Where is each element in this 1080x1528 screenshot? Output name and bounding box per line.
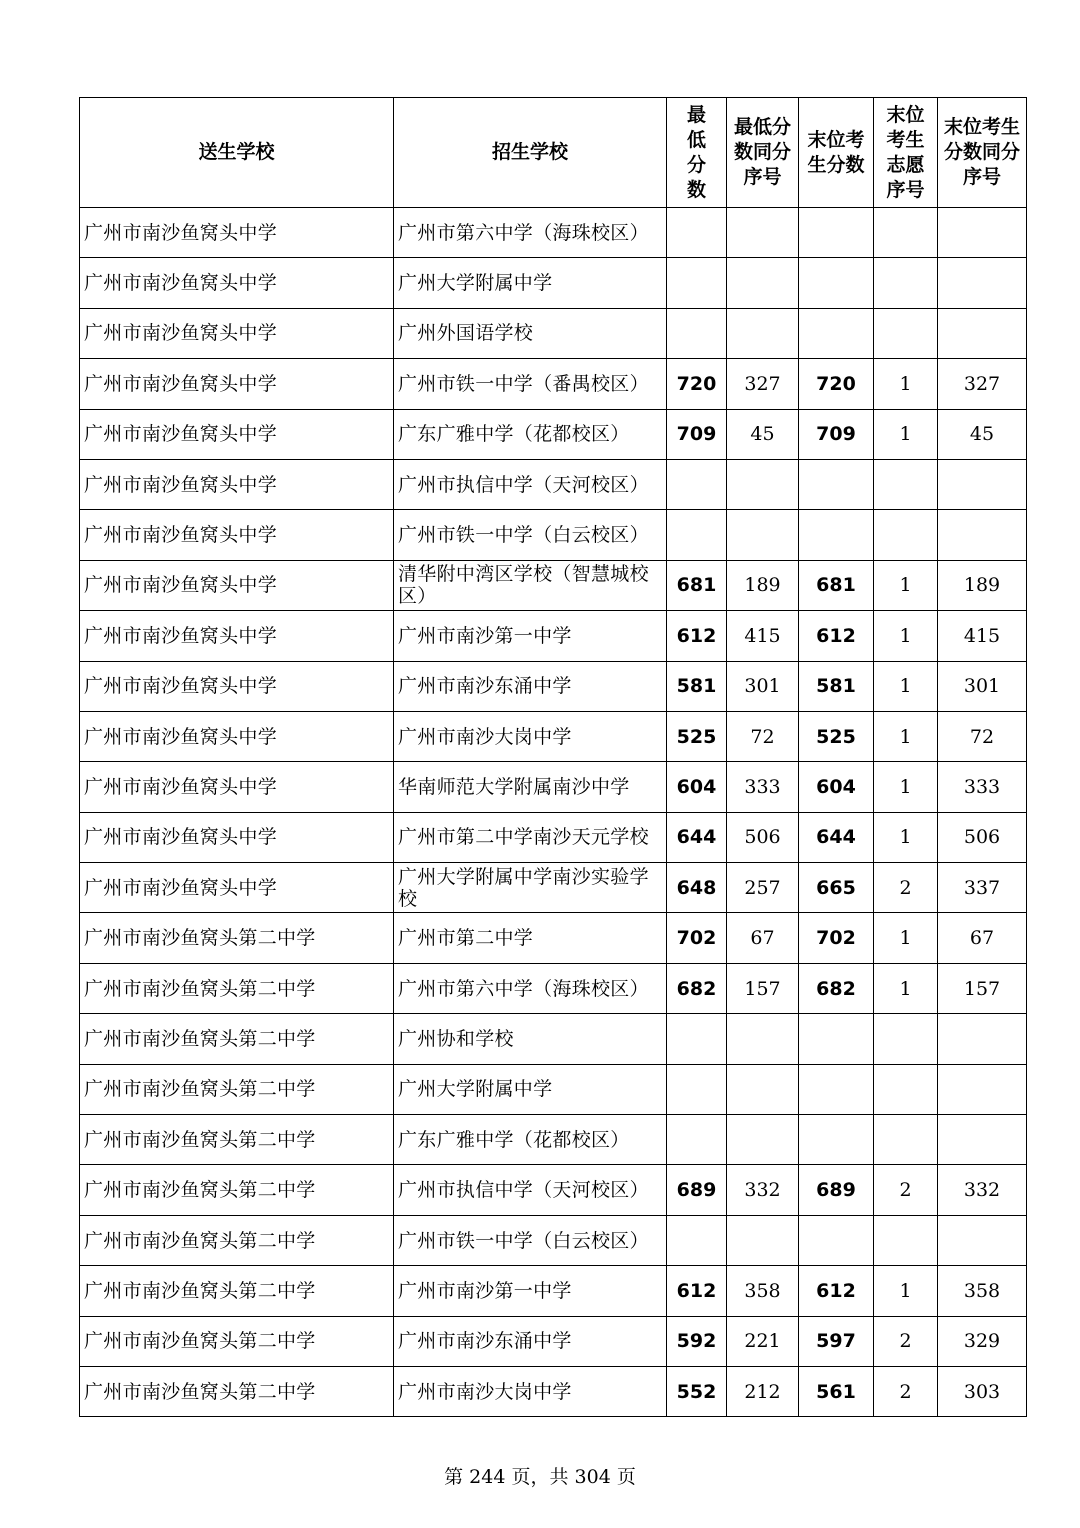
- cell-sending-school: 广州市南沙鱼窝头中学: [80, 762, 394, 812]
- cell-sending-school: 广州市南沙鱼窝头第二中学: [80, 913, 394, 963]
- cell-last-wish-seq: 2: [874, 1165, 938, 1215]
- table-row: [80, 409, 1027, 459]
- cell-sending-school: 广州市南沙鱼窝头中学: [80, 611, 394, 661]
- header-last-score: [799, 98, 874, 208]
- cell-min-score: 709: [667, 409, 727, 459]
- cell-last-score: [799, 510, 874, 560]
- header-min-score: [667, 98, 727, 208]
- cell-last-score-seq: 332: [938, 1165, 1027, 1215]
- table-row: [80, 258, 1027, 308]
- header-row: [80, 98, 1027, 208]
- cell-admitting-school: 清华附中湾区学校（智慧城校区）: [394, 560, 667, 610]
- cell-sending-school: 广州市南沙鱼窝头中学: [80, 359, 394, 409]
- header-label: 末位考生分数: [807, 128, 865, 176]
- cell-last-score: [799, 258, 874, 308]
- cell-sending-school: 广州市南沙鱼窝头中学: [80, 258, 394, 308]
- header-label: 最低分数: [686, 103, 706, 201]
- table-row: [80, 863, 1027, 913]
- cell-last-wish-seq: 1: [874, 409, 938, 459]
- cell-min-score-seq: 157: [727, 963, 799, 1013]
- cell-sending-school: 广州市南沙鱼窝头中学: [80, 409, 394, 459]
- cell-last-score: 689: [799, 1165, 874, 1215]
- cell-last-score-seq: 303: [938, 1366, 1027, 1416]
- cell-min-score: 612: [667, 1266, 727, 1316]
- cell-min-score: [667, 1014, 727, 1064]
- cell-min-score-seq: [727, 1115, 799, 1165]
- cell-admitting-school: 广州市南沙第一中学: [394, 1266, 667, 1316]
- table-row: [80, 308, 1027, 358]
- cell-admitting-school: 广州外国语学校: [394, 308, 667, 358]
- cell-min-score: [667, 1115, 727, 1165]
- cell-min-score: 689: [667, 1165, 727, 1215]
- cell-last-wish-seq: 1: [874, 812, 938, 862]
- table-row: [80, 711, 1027, 761]
- table-row: [80, 1316, 1027, 1366]
- cell-last-score: [799, 1014, 874, 1064]
- cell-last-score: 720: [799, 359, 874, 409]
- cell-min-score: [667, 258, 727, 308]
- cell-last-score: 709: [799, 409, 874, 459]
- cell-sending-school: 广州市南沙鱼窝头中学: [80, 812, 394, 862]
- cell-last-score: [799, 1064, 874, 1114]
- cell-last-wish-seq: [874, 258, 938, 308]
- cell-last-score: [799, 1115, 874, 1165]
- header-sending-school: [80, 98, 394, 208]
- cell-min-score-seq: 72: [727, 711, 799, 761]
- cell-last-score-seq: 358: [938, 1266, 1027, 1316]
- header-label: 末位考生分数同分序号: [943, 116, 1020, 188]
- header-label: 送生学校: [198, 141, 275, 163]
- cell-admitting-school: 广州市铁一中学（白云校区）: [394, 1215, 667, 1265]
- cell-last-score-seq: [938, 208, 1027, 258]
- cell-last-score: 612: [799, 1266, 874, 1316]
- cell-last-wish-seq: 1: [874, 711, 938, 761]
- cell-admitting-school: 广州市南沙大岗中学: [394, 1366, 667, 1416]
- cell-sending-school: 广州市南沙鱼窝头中学: [80, 711, 394, 761]
- cell-min-score: 682: [667, 963, 727, 1013]
- cell-last-score-seq: 415: [938, 611, 1027, 661]
- cell-last-score-seq: 45: [938, 409, 1027, 459]
- header-label: 招生学校: [491, 141, 568, 163]
- cell-last-score: 644: [799, 812, 874, 862]
- cell-sending-school: 广州市南沙鱼窝头中学: [80, 308, 394, 358]
- cell-min-score-seq: 506: [727, 812, 799, 862]
- cell-last-score: 581: [799, 661, 874, 711]
- cell-min-score-seq: [727, 1014, 799, 1064]
- cell-last-wish-seq: 1: [874, 611, 938, 661]
- cell-last-score: 702: [799, 913, 874, 963]
- cell-admitting-school: 广州市铁一中学（白云校区）: [394, 510, 667, 560]
- table-body: [80, 208, 1027, 1417]
- cell-last-wish-seq: 1: [874, 913, 938, 963]
- table-header: [80, 98, 1027, 208]
- cell-last-wish-seq: [874, 1064, 938, 1114]
- cell-min-score-seq: 189: [727, 560, 799, 610]
- cell-admitting-school: 广州市南沙大岗中学: [394, 711, 667, 761]
- table-row: [80, 560, 1027, 610]
- cell-last-score-seq: [938, 1014, 1027, 1064]
- cell-min-score: 702: [667, 913, 727, 963]
- cell-last-wish-seq: 1: [874, 359, 938, 409]
- table-row: [80, 208, 1027, 258]
- cell-min-score-seq: [727, 308, 799, 358]
- cell-last-score-seq: [938, 459, 1027, 509]
- cell-min-score: 644: [667, 812, 727, 862]
- cell-min-score: 681: [667, 560, 727, 610]
- cell-last-wish-seq: [874, 459, 938, 509]
- cell-sending-school: 广州市南沙鱼窝头中学: [80, 459, 394, 509]
- table-row: [80, 1115, 1027, 1165]
- page-footer: 第 244 页，共 304 页: [444, 1466, 636, 1488]
- cell-sending-school: 广州市南沙鱼窝头第二中学: [80, 1316, 394, 1366]
- cell-admitting-school: 广州大学附属中学南沙实验学校: [394, 863, 667, 913]
- cell-last-score-seq: 189: [938, 560, 1027, 610]
- cell-admitting-school: 广州市第二中学: [394, 913, 667, 963]
- cell-last-score-seq: 327: [938, 359, 1027, 409]
- cell-admitting-school: 广州大学附属中学: [394, 258, 667, 308]
- cell-admitting-school: 广州市第六中学（海珠校区）: [394, 963, 667, 1013]
- cell-admitting-school: 广州市第六中学（海珠校区）: [394, 208, 667, 258]
- cell-last-score: [799, 1215, 874, 1265]
- cell-admitting-school: 华南师范大学附属南沙中学: [394, 762, 667, 812]
- cell-sending-school: 广州市南沙鱼窝头第二中学: [80, 1165, 394, 1215]
- cell-last-score: 681: [799, 560, 874, 610]
- cell-sending-school: 广州市南沙鱼窝头中学: [80, 208, 394, 258]
- cell-admitting-school: 广东广雅中学（花都校区）: [394, 409, 667, 459]
- cell-last-wish-seq: 1: [874, 560, 938, 610]
- header-label: 最低分数同分序号: [733, 116, 791, 188]
- cell-last-wish-seq: 1: [874, 762, 938, 812]
- cell-last-score-seq: 157: [938, 963, 1027, 1013]
- cell-last-wish-seq: 2: [874, 863, 938, 913]
- cell-last-wish-seq: 1: [874, 1266, 938, 1316]
- cell-min-score: 552: [667, 1366, 727, 1416]
- table-row: [80, 1014, 1027, 1064]
- cell-last-wish-seq: 2: [874, 1366, 938, 1416]
- cell-min-score: [667, 1215, 727, 1265]
- cell-last-wish-seq: 1: [874, 963, 938, 1013]
- cell-last-wish-seq: [874, 208, 938, 258]
- cell-min-score-seq: [727, 510, 799, 560]
- cell-last-score: [799, 308, 874, 358]
- cell-min-score-seq: 257: [727, 863, 799, 913]
- cell-sending-school: 广州市南沙鱼窝头中学: [80, 661, 394, 711]
- cell-min-score-seq: [727, 1215, 799, 1265]
- cell-min-score: 604: [667, 762, 727, 812]
- cell-last-score-seq: [938, 1115, 1027, 1165]
- cell-min-score-seq: 221: [727, 1316, 799, 1366]
- cell-last-score-seq: 337: [938, 863, 1027, 913]
- cell-last-score: 597: [799, 1316, 874, 1366]
- cell-last-wish-seq: 1: [874, 661, 938, 711]
- cell-min-score-seq: [727, 459, 799, 509]
- table-row: [80, 963, 1027, 1013]
- table-row: [80, 1165, 1027, 1215]
- cell-last-wish-seq: [874, 1014, 938, 1064]
- cell-sending-school: 广州市南沙鱼窝头第二中学: [80, 963, 394, 1013]
- cell-last-score: 682: [799, 963, 874, 1013]
- header-min-score-seq: [727, 98, 799, 208]
- cell-min-score-seq: 67: [727, 913, 799, 963]
- cell-last-score-seq: [938, 1064, 1027, 1114]
- cell-last-wish-seq: [874, 510, 938, 560]
- table-row: [80, 762, 1027, 812]
- header-last-score-seq: [938, 98, 1027, 208]
- cell-sending-school: 广州市南沙鱼窝头第二中学: [80, 1014, 394, 1064]
- cell-min-score-seq: [727, 208, 799, 258]
- table-row: [80, 1064, 1027, 1114]
- header-label: 末位考生志愿序号: [886, 103, 925, 201]
- cell-last-score-seq: 329: [938, 1316, 1027, 1366]
- table-row: [80, 661, 1027, 711]
- cell-last-score-seq: [938, 1215, 1027, 1265]
- cell-admitting-school: 广州市执信中学（天河校区）: [394, 459, 667, 509]
- admission-table: [79, 97, 1027, 1417]
- cell-last-score-seq: 333: [938, 762, 1027, 812]
- cell-min-score: 525: [667, 711, 727, 761]
- cell-last-score-seq: 301: [938, 661, 1027, 711]
- table-row: [80, 1266, 1027, 1316]
- cell-admitting-school: 广州市铁一中学（番禺校区）: [394, 359, 667, 409]
- cell-min-score-seq: 332: [727, 1165, 799, 1215]
- cell-admitting-school: 广东广雅中学（花都校区）: [394, 1115, 667, 1165]
- cell-last-score: [799, 208, 874, 258]
- cell-sending-school: 广州市南沙鱼窝头中学: [80, 863, 394, 913]
- table-row: [80, 1366, 1027, 1416]
- cell-last-score-seq: 67: [938, 913, 1027, 963]
- cell-min-score: 612: [667, 611, 727, 661]
- cell-sending-school: 广州市南沙鱼窝头第二中学: [80, 1266, 394, 1316]
- cell-min-score: [667, 308, 727, 358]
- table-row: [80, 913, 1027, 963]
- cell-sending-school: 广州市南沙鱼窝头第二中学: [80, 1366, 394, 1416]
- cell-min-score: 592: [667, 1316, 727, 1366]
- table-row: [80, 1215, 1027, 1265]
- cell-sending-school: 广州市南沙鱼窝头中学: [80, 510, 394, 560]
- cell-admitting-school: 广州市执信中学（天河校区）: [394, 1165, 667, 1215]
- table-row: [80, 359, 1027, 409]
- cell-last-score-seq: 72: [938, 711, 1027, 761]
- cell-last-score: 665: [799, 863, 874, 913]
- cell-last-score-seq: 506: [938, 812, 1027, 862]
- cell-sending-school: 广州市南沙鱼窝头第二中学: [80, 1115, 394, 1165]
- cell-min-score-seq: 301: [727, 661, 799, 711]
- cell-last-wish-seq: 2: [874, 1316, 938, 1366]
- cell-min-score-seq: 358: [727, 1266, 799, 1316]
- cell-min-score: [667, 510, 727, 560]
- cell-min-score: 581: [667, 661, 727, 711]
- cell-last-score-seq: [938, 308, 1027, 358]
- table-row: [80, 812, 1027, 862]
- cell-min-score-seq: [727, 1064, 799, 1114]
- cell-last-score: [799, 459, 874, 509]
- cell-sending-school: 广州市南沙鱼窝头第二中学: [80, 1064, 394, 1114]
- cell-min-score: [667, 208, 727, 258]
- cell-admitting-school: 广州协和学校: [394, 1014, 667, 1064]
- cell-last-wish-seq: [874, 308, 938, 358]
- cell-min-score-seq: 327: [727, 359, 799, 409]
- header-last-wish-seq: [874, 98, 938, 208]
- cell-sending-school: 广州市南沙鱼窝头第二中学: [80, 1215, 394, 1265]
- cell-admitting-school: 广州市第二中学南沙天元学校: [394, 812, 667, 862]
- cell-min-score: [667, 459, 727, 509]
- cell-last-score: 604: [799, 762, 874, 812]
- cell-admitting-school: 广州市南沙东涌中学: [394, 1316, 667, 1366]
- cell-last-score: 525: [799, 711, 874, 761]
- cell-last-wish-seq: [874, 1115, 938, 1165]
- cell-last-score: 612: [799, 611, 874, 661]
- cell-last-wish-seq: [874, 1215, 938, 1265]
- table-row: [80, 459, 1027, 509]
- cell-admitting-school: 广州市南沙第一中学: [394, 611, 667, 661]
- cell-sending-school: 广州市南沙鱼窝头中学: [80, 560, 394, 610]
- cell-min-score-seq: 333: [727, 762, 799, 812]
- cell-last-score: 561: [799, 1366, 874, 1416]
- table-row: [80, 510, 1027, 560]
- cell-min-score-seq: 45: [727, 409, 799, 459]
- cell-admitting-school: 广州市南沙东涌中学: [394, 661, 667, 711]
- cell-min-score: 648: [667, 863, 727, 913]
- cell-min-score: [667, 1064, 727, 1114]
- cell-min-score: 720: [667, 359, 727, 409]
- cell-last-score-seq: [938, 510, 1027, 560]
- header-admitting-school: [394, 98, 667, 208]
- cell-min-score-seq: 212: [727, 1366, 799, 1416]
- cell-last-score-seq: [938, 258, 1027, 308]
- cell-min-score-seq: 415: [727, 611, 799, 661]
- cell-min-score-seq: [727, 258, 799, 308]
- table-row: [80, 611, 1027, 661]
- cell-admitting-school: 广州大学附属中学: [394, 1064, 667, 1114]
